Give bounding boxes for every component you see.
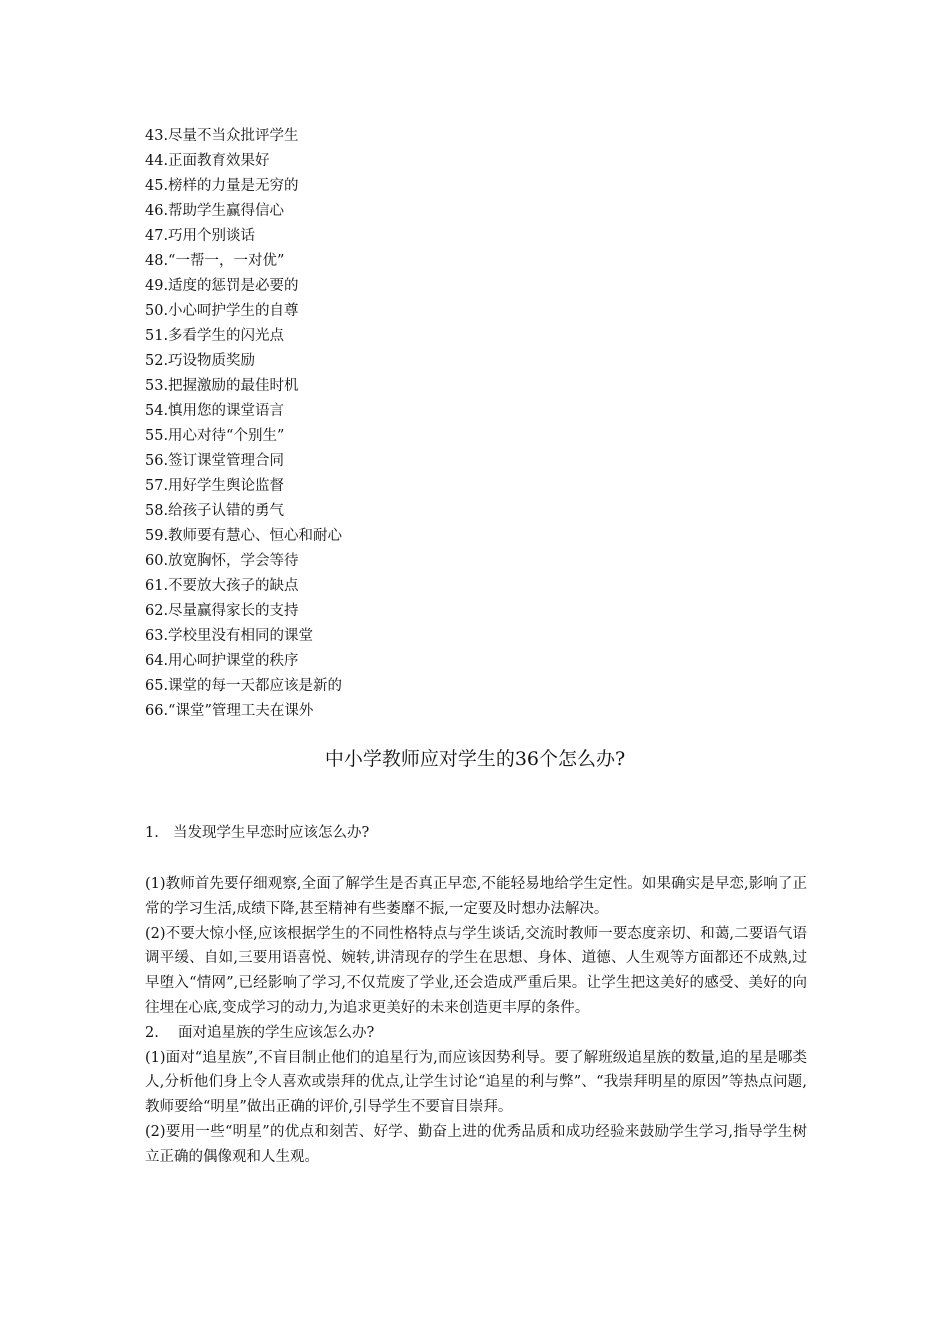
list-item: 55.用心对待“个别生” — [145, 428, 285, 444]
question-2 — [145, 1021, 807, 1046]
list-item: 46.帮助学生赢得信心 — [145, 203, 285, 219]
paragraph: (1)面对“追星族”,不盲目制止他们的追星行为,而应该因势利导。要了解班级追星族的数量,追的星是哪类人,分析他们身上令人喜欢或崇拜的优点,让学生讨论“追星的利与弊”、“我崇拜明星的原因”等热点问题,教师要给“明星”做出正确的评价,引导学生不要盲目崇拜。 — [145, 1049, 807, 1116]
paragraph: (1)教师首先要仔细观察,全面了解学生是否真正早恋,不能轻易地给学生定性。如果确实是早恋,影响了正常的学习生活,成绩下降,甚至精神有些萎靡不振,一定要及时想办法解决。 — [145, 876, 807, 917]
list-item: 48.“一帮一，一对优” — [145, 253, 285, 269]
question-number: 1. — [145, 825, 159, 841]
list-item: 45.榜样的力量是无穷的 — [145, 178, 299, 194]
question-text: 当发现学生早恋时应该怎么办? — [173, 825, 370, 841]
list-item: 63.学校里没有相同的课堂 — [145, 628, 314, 644]
list-item: 49.适度的惩罚是必要的 — [145, 278, 299, 294]
list-item: 64.用心呵护课堂的秩序 — [145, 653, 299, 669]
paragraph: (2)要用一些“明星”的优点和刻苦、好学、勤奋上进的优秀品质和成功经验来鼓励学生学习,指导学生树立正确的偶像观和人生观。 — [145, 1123, 807, 1165]
list-item: 47.巧用个别谈话 — [145, 228, 256, 244]
list-item: 60.放宽胸怀，学会等待 — [145, 553, 299, 569]
section-heading: 中小学教师应对学生的36个怎么办? — [324, 748, 626, 770]
list-item: 50.小心呵护学生的自尊 — [145, 303, 299, 319]
question-number: 2. — [145, 1024, 159, 1041]
tips-list — [145, 124, 805, 724]
list-item: 59.教师要有慧心、恒心和耐心 — [145, 528, 343, 544]
list-item: 54.慎用您的课堂语言 — [145, 403, 285, 419]
list-item: 65.课堂的每一天都应该是新的 — [145, 678, 343, 694]
list-item: 52.巧设物质奖励 — [145, 353, 256, 369]
list-item: 66.“课堂”管理工夫在课外 — [145, 703, 314, 719]
question-text: 面对追星族的学生应该怎么办? — [178, 1024, 375, 1041]
list-item: 53.把握激励的最佳时机 — [145, 378, 299, 394]
list-item: 58.给孩子认错的勇气 — [145, 503, 285, 519]
list-item: 56.签订课堂管理合同 — [145, 453, 285, 469]
list-item: 51.多看学生的闪光点 — [145, 328, 285, 344]
list-item: 44.正面教育效果好 — [145, 153, 270, 169]
question-1 — [145, 821, 369, 845]
list-item: 57.用好学生舆论监督 — [145, 478, 285, 494]
paragraph: (2)不要大惊小怪,应该根据学生的不同性格特点与学生谈话,交流时教师一要态度亲切、和蔼,二要语气语调平缓、自如,三要用语喜悦、婉转,讲清现存的学生在思想、身体、道德、人生观等方面都还不成熟,过早堕入“情网”,已经影响了学习,不仅荒废了学业,还会造成严重后果。让学生把这美好的感受、美好的向往埋在心底,变成学习的动力,为追求更美好的未来创造更丰厚的条件。 — [145, 925, 807, 1016]
answer-body — [145, 872, 807, 1170]
list-item: 61.不要放大孩子的缺点 — [145, 578, 299, 594]
list-item: 62.尽量赢得家长的支持 — [145, 603, 299, 619]
list-item: 43.尽量不当众批评学生 — [145, 128, 299, 144]
